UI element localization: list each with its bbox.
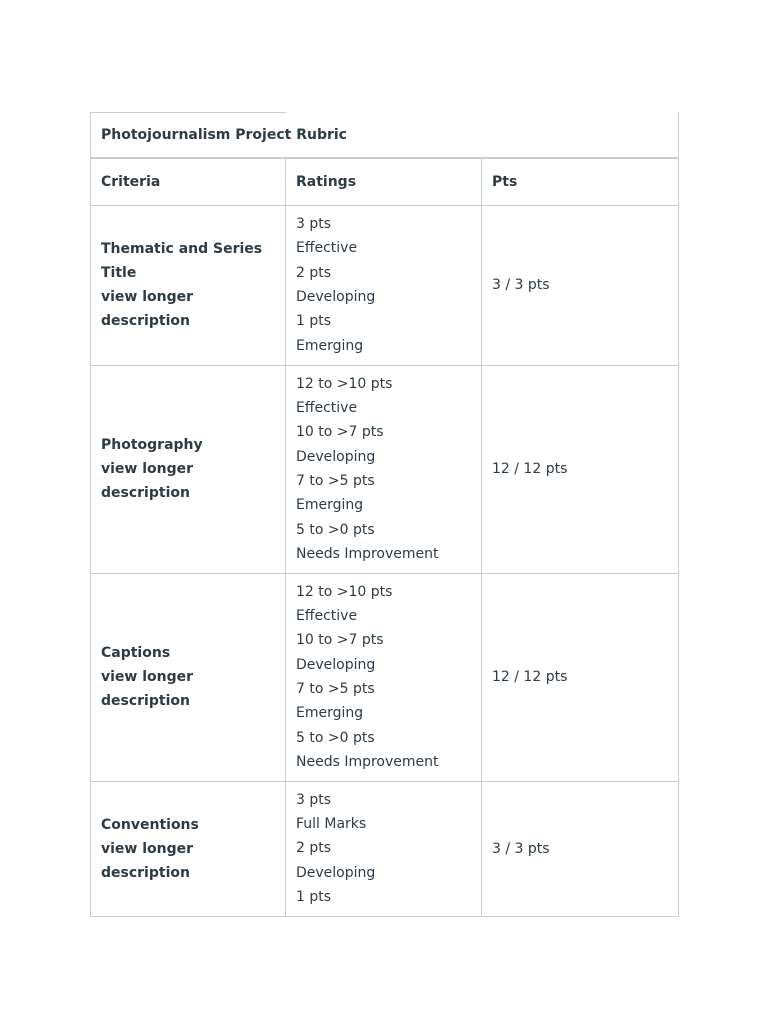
rating-label: Developing xyxy=(296,448,376,465)
criterion-row xyxy=(91,365,679,573)
rating-label: Full Marks xyxy=(296,816,367,833)
criterion-name: Thematic and Series Title xyxy=(101,241,263,281)
rating-label: Emerging xyxy=(296,705,364,722)
score-cell: 12 / 12 pts xyxy=(482,365,679,573)
rating-points: 5 to >0 pts xyxy=(296,729,375,746)
rating-points: 3 pts xyxy=(296,791,332,808)
rating-points: 10 to >7 pts xyxy=(296,632,384,649)
score-cell: 12 / 12 pts xyxy=(482,573,679,781)
rating-label: Effective xyxy=(296,608,358,625)
criterion-cell xyxy=(91,573,286,781)
rating-points: 10 to >7 pts xyxy=(296,424,384,441)
header-ratings: Ratings xyxy=(286,158,482,205)
view-longer-description-link[interactable]: view longer description xyxy=(101,669,194,709)
criterion-cell xyxy=(91,205,286,365)
rating-points: 2 pts xyxy=(296,840,332,857)
rubric-table xyxy=(90,112,679,917)
criterion-name: Conventions xyxy=(101,816,199,833)
rating-points: 3 pts xyxy=(296,216,332,233)
rating-points: 1 pts xyxy=(296,888,332,905)
rating-label: Effective xyxy=(296,400,358,417)
rating-points: 12 to >10 pts xyxy=(296,375,393,392)
view-longer-description-link[interactable]: view longer description xyxy=(101,840,194,881)
criterion-cell xyxy=(91,781,286,916)
criterion-cell xyxy=(91,365,286,573)
criterion-row xyxy=(91,573,679,781)
criterion-row xyxy=(91,205,679,365)
view-longer-description-link[interactable]: view longer description xyxy=(101,289,194,329)
rating-label: Developing xyxy=(296,656,376,673)
header-pts: Pts xyxy=(482,158,679,205)
rating-label: Emerging xyxy=(296,337,364,354)
rating-points: 1 pts xyxy=(296,313,332,330)
header-criteria: Criteria xyxy=(91,158,286,205)
view-longer-description-link[interactable]: view longer description xyxy=(101,461,194,501)
ratings-cell xyxy=(286,205,482,365)
rating-label: Developing xyxy=(296,289,376,305)
rubric-caption-row xyxy=(91,112,679,158)
criterion-name: Photography xyxy=(101,437,203,453)
rubric-header-row xyxy=(91,158,679,205)
rating-points: 12 to >10 pts xyxy=(296,583,393,600)
rating-points: 7 to >5 pts xyxy=(296,681,375,697)
ratings-cell xyxy=(286,573,482,781)
rating-points: 7 to >5 pts xyxy=(296,473,375,489)
rating-label: Needs Improvement xyxy=(296,753,439,770)
score-cell: 3 / 3 pts xyxy=(482,781,679,916)
rating-points: 2 pts xyxy=(296,264,332,281)
criterion-row xyxy=(91,781,679,916)
rating-label: Emerging xyxy=(296,497,364,514)
ratings-cell xyxy=(286,781,482,916)
criterion-name: Captions xyxy=(101,645,171,661)
ratings-cell xyxy=(286,365,482,573)
rating-points: 5 to >0 pts xyxy=(296,521,375,538)
rating-label: Needs Improvement xyxy=(296,545,439,562)
score-cell: 3 / 3 pts xyxy=(482,205,679,365)
rating-label: Effective xyxy=(296,240,358,257)
rubric-title: Photojournalism Project Rubric xyxy=(91,112,679,158)
rating-label: Developing xyxy=(296,864,376,881)
